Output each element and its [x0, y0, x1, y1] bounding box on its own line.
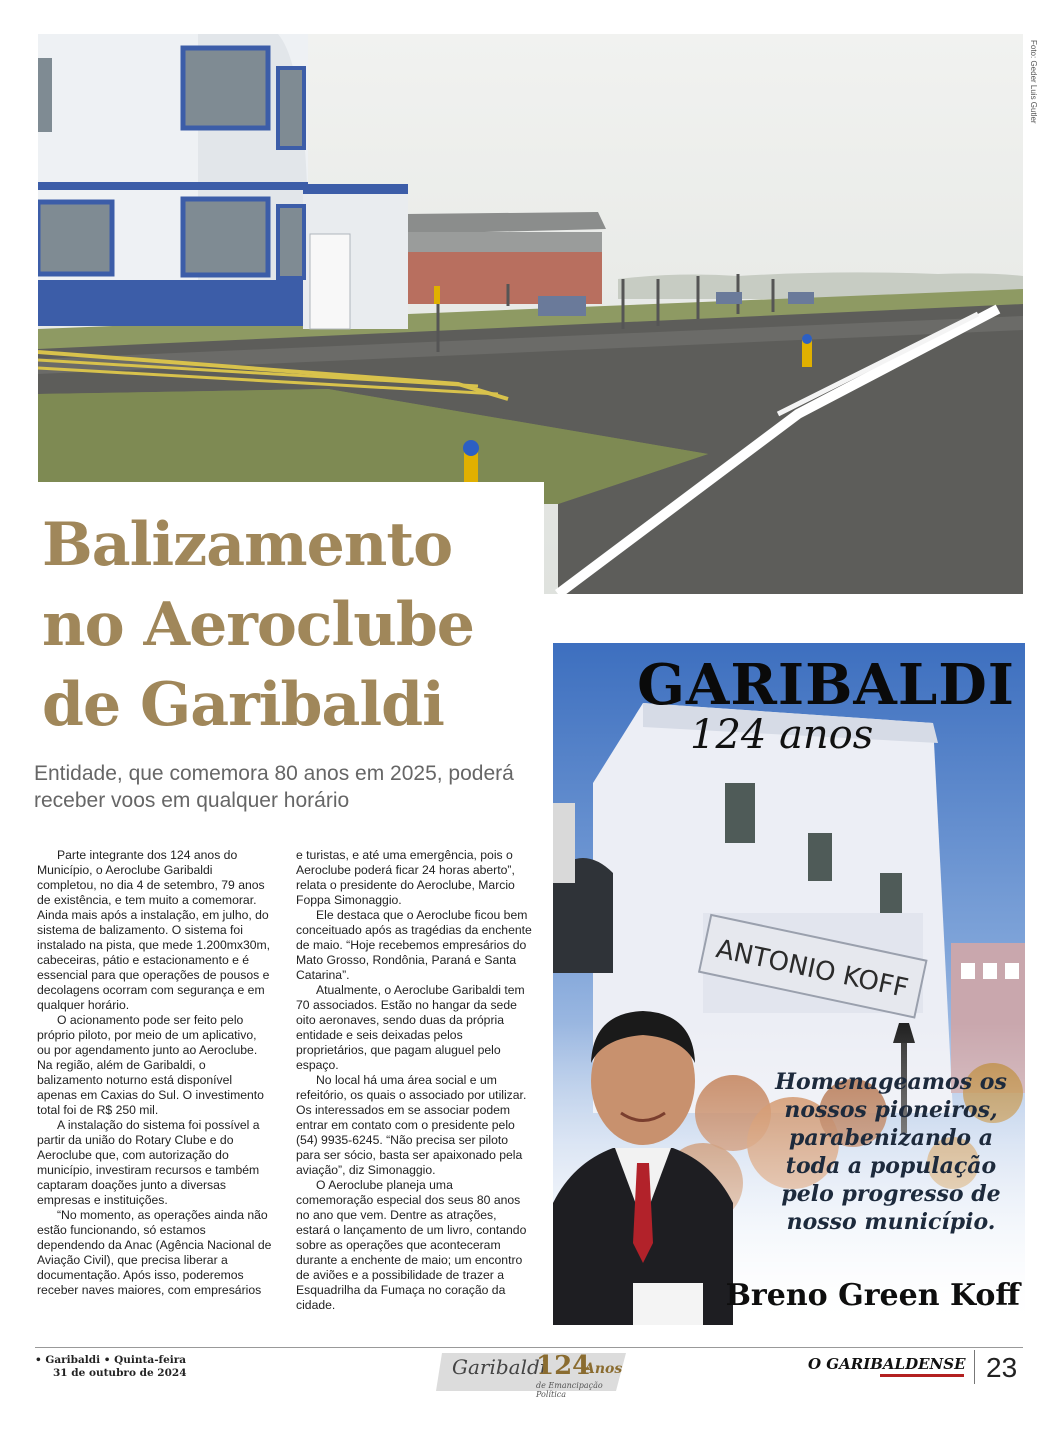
logo-number: 124 [536, 1351, 591, 1381]
paragraph: O Aeroclube planeja uma comemoração especial dos seus 80 anos no ano que vem. Dentre as atrações, estará o lançamento de um livro, contando sobre as operações que aconteceram durante a enchente de maio; um encontro de aviões e a possibilidade de trazer a Esquadrilha da Fumaça no coração da cidade. [296, 1178, 527, 1312]
footer-date: 31 de outubro de 2024 [53, 1367, 187, 1379]
ad-title: GARIBALDI [637, 652, 1015, 718]
paragraph: O acionamento pode ser feito pelo próprio piloto, por meio de um aplicativo, ou por agendamento junto ao Aeroclube. Na região, além de Garibaldi, o balizamento noturno está disponível apenas em Caxias do Sul. O investimento total foi de R$ 250 mil. [37, 1013, 264, 1117]
anniversary-logo [436, 1349, 632, 1399]
paragraph-continuation: e turistas, e até uma emergência, pois o Aeroclube poderá ficar 24 horas aberto”, relata o presidente do Aeroclube, Marcio Foppa Simonaggio. [296, 848, 515, 907]
paragraph: “No momento, as operações ainda não estão funcionando, só estamos dependendo da Anac (Agência Nacional de Aviação Civil), que precisa liberar a documentação. Após isso, poderemos receber naves maiores, com empresários [37, 1208, 272, 1297]
newspaper-accent-bar [880, 1374, 964, 1377]
article-column-2 [296, 848, 532, 1313]
paragraph: No local há uma área social e um refeitório, os quais o associado por utilizar. Os interessados em se associar podem entrar em contato com o presidente pelo (54) 9935-6245. “Não precisa ser piloto para ser sócio, basta ser apaixonado pela aviação”, diz Simonaggio. [296, 1073, 527, 1177]
ad-tribute-text: Homenageamos os nossos pioneiros, parabenizando a toda a população pelo progresso de nosso município. [775, 1069, 1007, 1235]
paragraph: Parte integrante dos 124 anos do Município, o Aeroclube Garibaldi completou, no dia 4 de setembro, 79 anos de existência, e tem muito a comemorar. Ainda mais após a instalação, em julho, do sistema de balizamento. O sistema foi instalado na pista, que mede 1.200mx30m, cabeceiras, pátio e estacionamento e é essencial para que operações de pousos e decolagens ocorram com segurança e em qualquer horário. [37, 848, 271, 1012]
building-sign-text: ANTONIO KOFF [713, 934, 911, 1005]
logo-subtitle: de Emancipação Política [536, 1381, 603, 1399]
logo-city: Garibaldi [452, 1355, 547, 1379]
logo-anos: Anos [584, 1361, 623, 1377]
article-headline: Balizamento no Aeroclube de Garibaldi [42, 510, 474, 740]
paragraph: A instalação do sistema foi possível a partir da união do Rotary Clube e do Aeroclube que, com autorização do município, investiram recursos e também captaram doações junto a diversas empresas e instituições. [37, 1118, 260, 1207]
footer-divider [35, 1347, 1023, 1348]
ad-anniversary-years: 124 anos [690, 712, 874, 758]
page-number: 23 [986, 1352, 1018, 1383]
footer-edition-info [35, 1354, 187, 1380]
newspaper-name: O GARIBALDENSE [808, 1355, 966, 1373]
article-column-1 [37, 848, 273, 1298]
paragraph: Ele destaca que o Aeroclube ficou bem conceituado após as tragédias da enchente de maio. “Hoje recebemos empresários do Mato Grosso, Rondônia, Paraná e Santa Catarina”. [296, 908, 532, 982]
ad-signature-name: Breno Green Koff [725, 1278, 1020, 1313]
photo-credit: Foto: Geder Luis Gutler [1029, 40, 1038, 124]
article-subheadline: Entidade, que comemora 80 anos em 2025, poderá receber voos em qualquer horário [34, 762, 514, 812]
paragraph: Atualmente, o Aeroclube Garibaldi tem 70 associados. Estão no hangar da sede oito aeronaves, sendo duas da própria entidade e seis deixadas pelos proprietários, que pagam aluguel pelo espaço. [296, 983, 525, 1072]
footer-separator [974, 1350, 975, 1384]
footer-city-day: • Garibaldi • Quinta-feira [35, 1354, 187, 1366]
